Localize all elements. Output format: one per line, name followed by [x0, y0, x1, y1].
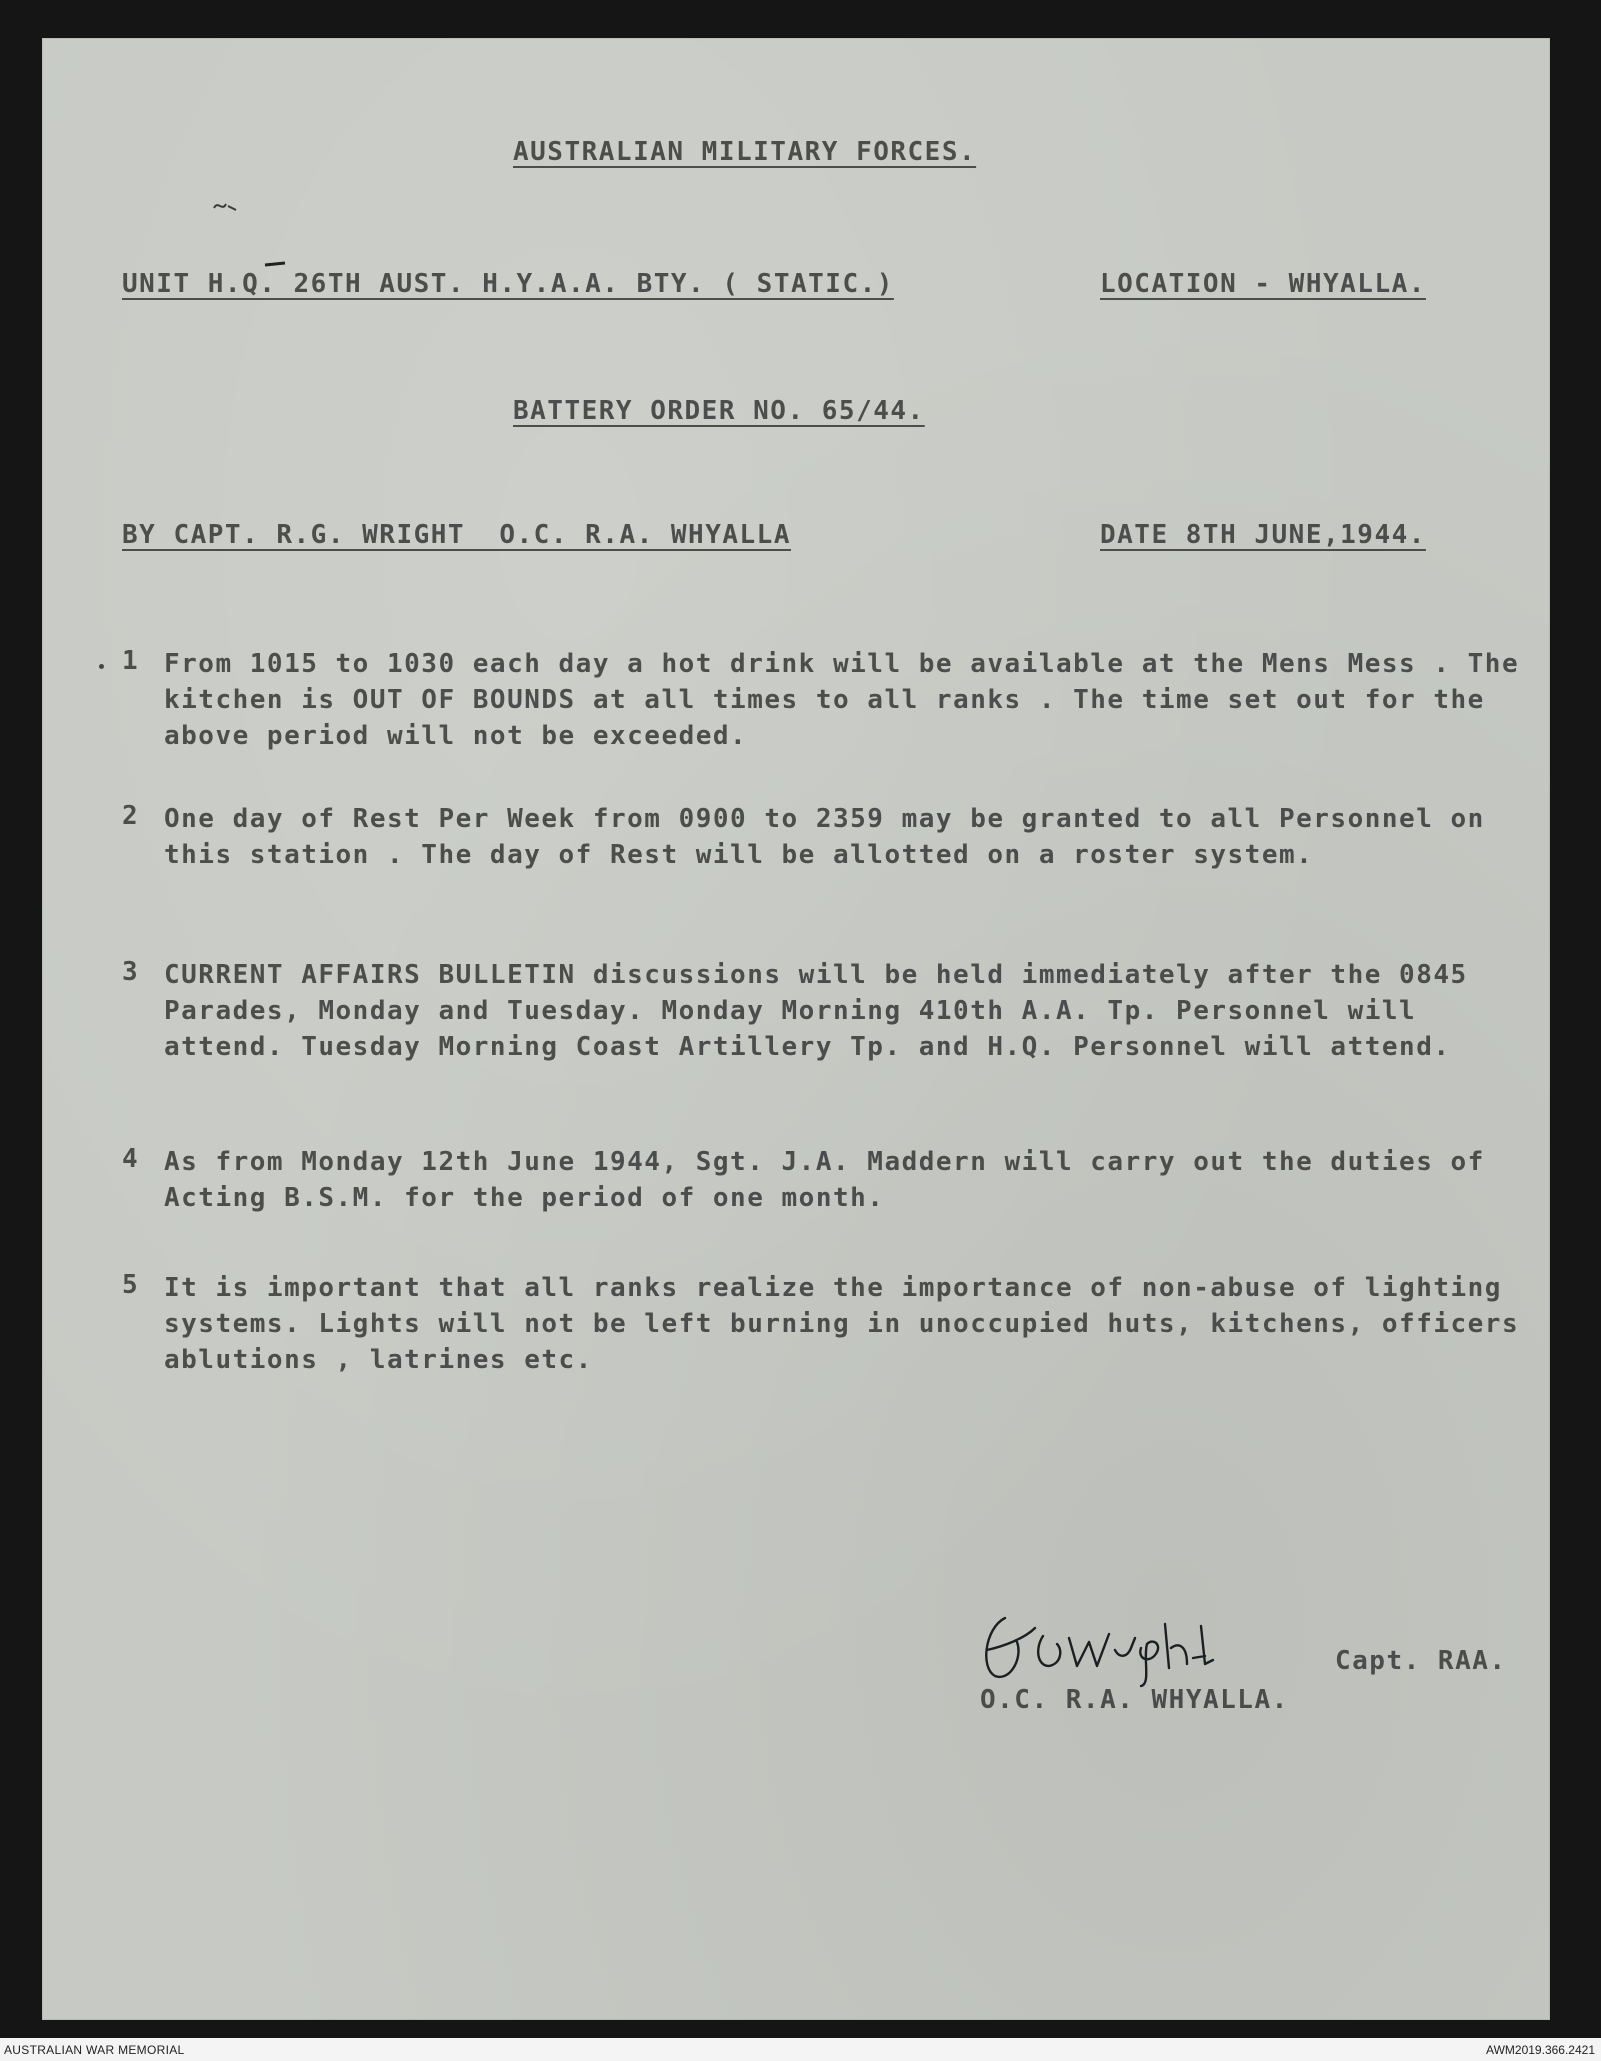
unit-line: UNIT H.Q. 26TH AUST. H.Y.A.A. BTY. ( STATIC.)	[122, 269, 894, 299]
signature-title: O.C. R.A. WHYALLA.	[980, 1685, 1289, 1715]
handwritten-signature	[965, 1598, 1265, 1688]
paragraph-text: One day of Rest Per Week from 0900 to 2359 may be granted to all Personnel on this station . The day of Rest will be allotted on a roster system.	[164, 804, 1485, 870]
paragraph-number: 2	[122, 801, 140, 831]
document-heading: AUSTRALIAN MILITARY FORCES.	[513, 137, 977, 167]
paragraph-text: From 1015 to 1030 each day a hot drink will be available at the Mens Mess . The kitchen is OUT OF BOUNDS at all times to all ranks . The time set out for the above period will not be exceeded.	[164, 649, 1520, 751]
signature-rank: Capt. RAA.	[1335, 1646, 1507, 1676]
paragraph-text: It is important that all ranks realize the importance of non-abuse of lighting systems. Lights will not be left burning in unoccupied huts, kitchens, officers ablutions , latrines etc.	[164, 1273, 1520, 1375]
margin-dot	[99, 664, 104, 669]
paragraph-text: As from Monday 12th June 1944, Sgt. J.A. Maddern will carry out the duties of Acting B.S.M. for the period of one month.	[164, 1147, 1485, 1213]
pencil-mark-icon	[212, 198, 238, 216]
paragraph-number: 1	[122, 646, 140, 676]
order-title: BATTERY ORDER NO. 65/44.	[513, 396, 925, 426]
footer-accession-number: AWM2019.366.2421	[1486, 2043, 1595, 2057]
paragraph-number: 3	[122, 957, 140, 987]
date-line: DATE 8TH JUNE,1944.	[1100, 520, 1426, 550]
footer-institution: AUSTRALIAN WAR MEMORIAL	[4, 2043, 185, 2057]
paragraph-number: 4	[122, 1144, 140, 1174]
location-line: LOCATION - WHYALLA.	[1100, 269, 1426, 299]
issued-by-line: BY CAPT. R.G. WRIGHT O.C. R.A. WHYALLA	[122, 520, 791, 550]
pencil-dash-icon	[264, 261, 286, 267]
paragraph-text: CURRENT AFFAIRS BULLETIN discussions will be held immediately after the 0845 Parades, Monday and Tuesday. Monday Morning 410th A.A. Tp. Personnel will attend. Tuesday Morning Coast Artillery Tp. and H.Q. Personnel will attend.	[164, 960, 1468, 1062]
paragraph-number: 5	[122, 1270, 140, 1300]
